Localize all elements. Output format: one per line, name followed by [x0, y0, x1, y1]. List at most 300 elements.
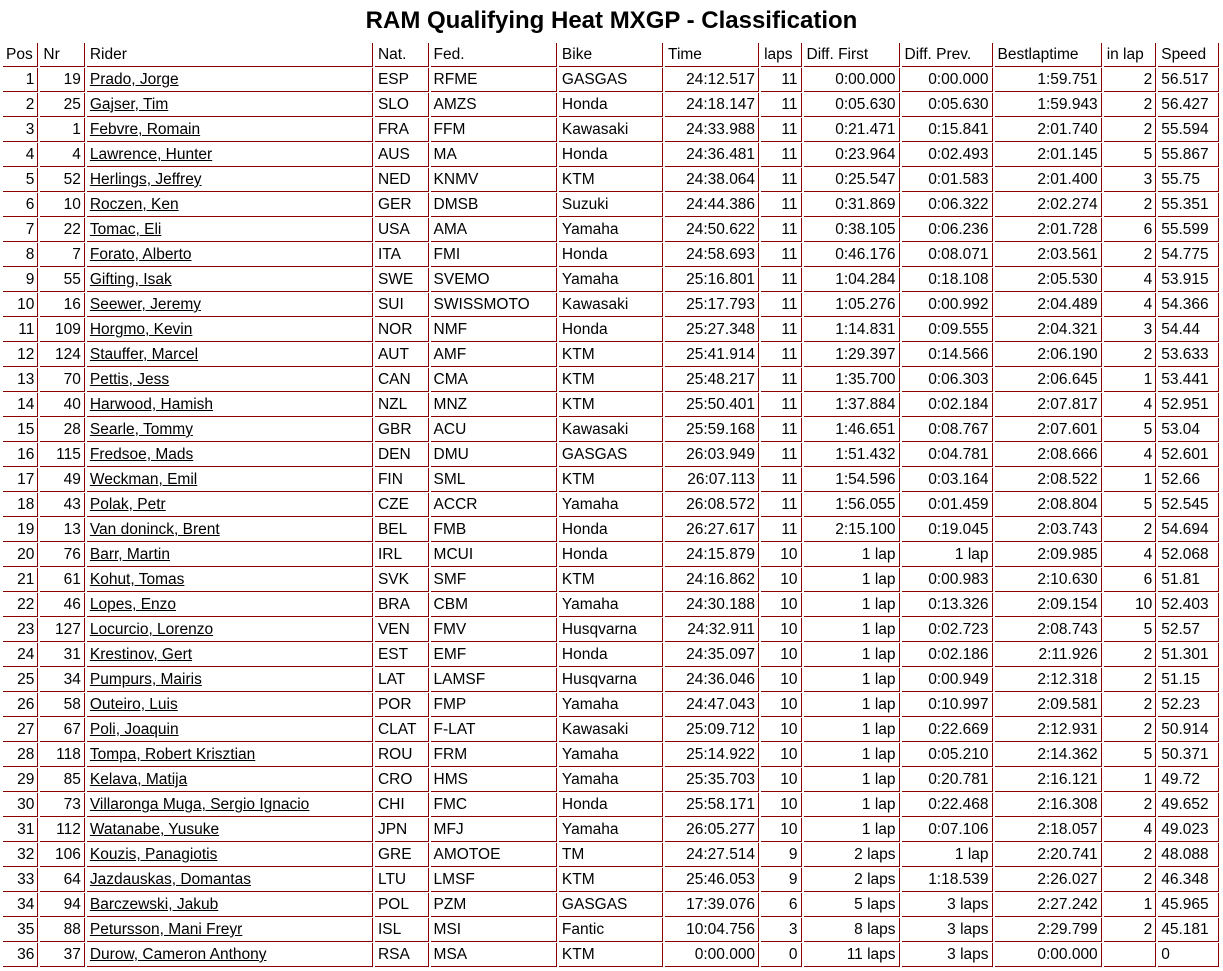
cell-diff-prev: 0:05.210 [902, 743, 993, 767]
cell-bestlaptime: 0:00.000 [995, 943, 1102, 967]
table-row [3, 568, 1219, 592]
cell-time: 26:03.949 [665, 443, 759, 467]
cell-rider [87, 118, 373, 142]
cell-diff-prev: 0:15.841 [902, 118, 993, 142]
cell-diff-first: 1 lap [804, 793, 900, 817]
cell-speed: 54.694 [1158, 518, 1219, 542]
table-row [3, 743, 1219, 767]
rider-link[interactable]: Van doninck, Brent [89, 521, 220, 538]
cell-fed: MFJ [431, 818, 557, 842]
cell-nr: 73 [40, 793, 84, 817]
cell-bestlaptime: 2:14.362 [995, 743, 1102, 767]
cell-bestlaptime: 2:10.630 [995, 568, 1102, 592]
cell-diff-prev: 0:04.781 [902, 443, 993, 467]
table-row [3, 718, 1219, 742]
cell-nat: AUT [375, 343, 429, 367]
cell-diff-first: 1 lap [804, 693, 900, 717]
column-header-nat: Nat. [375, 43, 429, 67]
rider-link[interactable]: Barr, Martin [89, 546, 170, 563]
cell-nr: 70 [40, 368, 84, 392]
column-header-bike: Bike [559, 43, 663, 67]
cell-laps: 11 [761, 293, 801, 317]
cell-diff-first: 0:05.630 [804, 93, 900, 117]
cell-speed: 54.775 [1158, 243, 1219, 267]
cell-rider [87, 493, 373, 517]
cell-bestlaptime: 2:08.804 [995, 493, 1102, 517]
cell-bestlaptime: 2:01.740 [995, 118, 1102, 142]
cell-speed: 50.914 [1158, 718, 1219, 742]
cell-diff-first: 1:05.276 [804, 293, 900, 317]
cell-bestlaptime: 2:12.318 [995, 668, 1102, 692]
cell-diff-prev: 0:06.303 [902, 368, 993, 392]
cell-laps: 10 [761, 743, 801, 767]
cell-bike: Honda [559, 243, 663, 267]
cell-diff-prev: 3 laps [902, 893, 993, 917]
table-header-row [3, 43, 1219, 67]
cell-pos: 32 [3, 843, 38, 867]
cell-nat: FIN [375, 468, 429, 492]
cell-nr: 10 [40, 193, 84, 217]
cell-rider [87, 443, 373, 467]
cell-bike: Kawasaki [559, 293, 663, 317]
cell-bike: Kawasaki [559, 418, 663, 442]
cell-diff-prev: 0:01.459 [902, 493, 993, 517]
table-row [3, 443, 1219, 467]
cell-fed: MA [431, 143, 557, 167]
rider-link[interactable]: Tomac, Eli [89, 221, 162, 238]
cell-time: 24:36.481 [665, 143, 759, 167]
cell-in-lap: 1 [1104, 468, 1157, 492]
cell-speed: 55.75 [1158, 168, 1219, 192]
cell-fed: MCUI [431, 543, 557, 567]
cell-nr: 28 [40, 418, 84, 442]
cell-nat: NED [375, 168, 429, 192]
cell-in-lap: 2 [1104, 868, 1157, 892]
cell-speed: 50.371 [1158, 743, 1219, 767]
rider-link[interactable]: Krestinov, Gert [89, 646, 193, 663]
rider-link[interactable]: Poli, Joaquin [89, 721, 179, 738]
cell-laps: 11 [761, 343, 801, 367]
cell-time: 25:58.171 [665, 793, 759, 817]
cell-bestlaptime: 2:11.926 [995, 643, 1102, 667]
cell-diff-prev: 3 laps [902, 918, 993, 942]
cell-rider [87, 243, 373, 267]
cell-in-lap: 2 [1104, 118, 1157, 142]
cell-diff-prev: 0:00.000 [902, 68, 993, 92]
cell-fed: FMC [431, 793, 557, 817]
cell-bestlaptime: 2:06.645 [995, 368, 1102, 392]
cell-speed: 56.517 [1158, 68, 1219, 92]
cell-fed: AMOTOE [431, 843, 557, 867]
cell-laps: 10 [761, 668, 801, 692]
cell-rider [87, 843, 373, 867]
cell-fed: LAMSF [431, 668, 557, 692]
cell-time: 24:27.514 [665, 843, 759, 867]
cell-diff-first: 5 laps [804, 893, 900, 917]
cell-nat: RSA [375, 943, 429, 967]
cell-rider [87, 393, 373, 417]
cell-laps: 0 [761, 943, 801, 967]
cell-speed: 49.652 [1158, 793, 1219, 817]
cell-nat: VEN [375, 618, 429, 642]
rider-link[interactable]: Petursson, Mani Freyr [89, 921, 243, 938]
cell-nat: USA [375, 218, 429, 242]
cell-nr: 46 [40, 593, 84, 617]
rider-link[interactable]: Tompa, Robert Krisztian [89, 746, 256, 763]
cell-nat: IRL [375, 543, 429, 567]
cell-nr: 22 [40, 218, 84, 242]
rider-link[interactable]: Gajser, Tim [89, 96, 169, 113]
cell-speed: 53.04 [1158, 418, 1219, 442]
cell-diff-prev: 0:00.992 [902, 293, 993, 317]
cell-diff-first: 2 laps [804, 868, 900, 892]
column-header-speed: Speed [1158, 43, 1219, 67]
cell-bike: Yamaha [559, 268, 663, 292]
cell-diff-prev: 0:00.949 [902, 668, 993, 692]
rider-link[interactable]: Kohut, Tomas [89, 571, 185, 588]
cell-fed: KNMV [431, 168, 557, 192]
cell-speed: 55.594 [1158, 118, 1219, 142]
cell-fed: FMP [431, 693, 557, 717]
rider-link[interactable]: Pettis, Jess [89, 371, 170, 388]
column-header-pos: Pos [3, 43, 38, 67]
cell-nat: EST [375, 643, 429, 667]
cell-pos: 22 [3, 593, 38, 617]
table-row [3, 593, 1219, 617]
cell-in-lap: 1 [1104, 893, 1157, 917]
cell-diff-first: 1:54.596 [804, 468, 900, 492]
rider-link[interactable]: Kouzis, Panagiotis [89, 846, 218, 863]
cell-in-lap: 2 [1104, 68, 1157, 92]
cell-in-lap: 2 [1104, 243, 1157, 267]
cell-fed: CMA [431, 368, 557, 392]
cell-pos: 9 [3, 268, 38, 292]
cell-laps: 11 [761, 193, 801, 217]
cell-in-lap: 3 [1104, 318, 1157, 342]
table-row [3, 918, 1219, 942]
table-row [3, 68, 1219, 92]
rider-link[interactable]: Gifting, Isak [89, 271, 172, 288]
cell-nat: CLAT [375, 718, 429, 742]
cell-pos: 5 [3, 168, 38, 192]
cell-nat: BEL [375, 518, 429, 542]
cell-nat: DEN [375, 443, 429, 467]
cell-in-lap: 2 [1104, 643, 1157, 667]
cell-fed: RFME [431, 68, 557, 92]
cell-pos: 33 [3, 868, 38, 892]
cell-in-lap: 6 [1104, 218, 1157, 242]
cell-diff-first: 11 laps [804, 943, 900, 967]
rider-link[interactable]: Seewer, Jeremy [89, 296, 201, 313]
cell-pos: 4 [3, 143, 38, 167]
cell-diff-first: 1 lap [804, 593, 900, 617]
cell-pos: 10 [3, 293, 38, 317]
rider-link[interactable]: Lopes, Enzo [89, 596, 177, 613]
cell-bestlaptime: 2:09.985 [995, 543, 1102, 567]
cell-in-lap: 5 [1104, 418, 1157, 442]
cell-pos: 36 [3, 943, 38, 967]
table-row [3, 668, 1219, 692]
cell-time: 24:12.517 [665, 68, 759, 92]
cell-bike: Husqvarna [559, 668, 663, 692]
cell-speed: 54.366 [1158, 293, 1219, 317]
cell-fed: FMI [431, 243, 557, 267]
cell-rider [87, 743, 373, 767]
cell-diff-first: 1:51.432 [804, 443, 900, 467]
cell-pos: 2 [3, 93, 38, 117]
cell-bike: Suzuki [559, 193, 663, 217]
cell-pos: 13 [3, 368, 38, 392]
table-row [3, 418, 1219, 442]
table-row [3, 93, 1219, 117]
cell-pos: 14 [3, 393, 38, 417]
cell-nat: ITA [375, 243, 429, 267]
rider-link[interactable]: Harwood, Hamish [89, 396, 214, 413]
cell-fed: CBM [431, 593, 557, 617]
cell-nr: 7 [40, 243, 84, 267]
cell-speed: 55.351 [1158, 193, 1219, 217]
cell-in-lap: 5 [1104, 618, 1157, 642]
cell-nat: SVK [375, 568, 429, 592]
cell-fed: ACU [431, 418, 557, 442]
rider-link[interactable]: Durow, Cameron Anthony [89, 946, 267, 963]
cell-rider [87, 543, 373, 567]
cell-laps: 11 [761, 393, 801, 417]
cell-nr: 16 [40, 293, 84, 317]
cell-speed: 53.633 [1158, 343, 1219, 367]
cell-nat: JPN [375, 818, 429, 842]
cell-time: 24:18.147 [665, 93, 759, 117]
cell-fed: PZM [431, 893, 557, 917]
rider-link[interactable]: Weckman, Emil [89, 471, 198, 488]
rider-link[interactable]: Horgmo, Kevin [89, 321, 193, 338]
cell-speed: 55.599 [1158, 218, 1219, 242]
cell-diff-prev: 0:06.322 [902, 193, 993, 217]
cell-nat: ESP [375, 68, 429, 92]
cell-laps: 10 [761, 718, 801, 742]
rider-link[interactable]: Searle, Tommy [89, 421, 193, 438]
cell-diff-prev: 0:08.071 [902, 243, 993, 267]
cell-time: 24:36.046 [665, 668, 759, 692]
cell-bestlaptime: 2:12.931 [995, 718, 1102, 742]
cell-speed: 54.44 [1158, 318, 1219, 342]
cell-diff-first: 0:00.000 [804, 68, 900, 92]
cell-pos: 11 [3, 318, 38, 342]
cell-pos: 28 [3, 743, 38, 767]
cell-fed: SML [431, 468, 557, 492]
cell-rider [87, 643, 373, 667]
table-row [3, 868, 1219, 892]
cell-nr: 76 [40, 543, 84, 567]
cell-speed: 46.348 [1158, 868, 1219, 892]
table-row [3, 893, 1219, 917]
cell-time: 24:15.879 [665, 543, 759, 567]
table-row [3, 768, 1219, 792]
cell-time: 25:27.348 [665, 318, 759, 342]
cell-diff-prev: 0:02.184 [902, 393, 993, 417]
cell-bestlaptime: 2:09.154 [995, 593, 1102, 617]
cell-fed: FRM [431, 743, 557, 767]
rider-link[interactable]: Prado, Jorge [89, 71, 179, 88]
cell-laps: 10 [761, 693, 801, 717]
cell-in-lap: 6 [1104, 568, 1157, 592]
cell-laps: 10 [761, 793, 801, 817]
cell-bike: Yamaha [559, 218, 663, 242]
cell-pos: 17 [3, 468, 38, 492]
cell-diff-first: 2:15.100 [804, 518, 900, 542]
table-row [3, 943, 1219, 967]
cell-bike: Yamaha [559, 818, 663, 842]
cell-laps: 10 [761, 643, 801, 667]
cell-laps: 11 [761, 493, 801, 517]
rider-link[interactable]: Pumpurs, Mairis [89, 671, 202, 688]
table-row [3, 118, 1219, 142]
cell-in-lap: 2 [1104, 918, 1157, 942]
cell-bestlaptime: 2:03.743 [995, 518, 1102, 542]
cell-diff-first: 0:21.471 [804, 118, 900, 142]
rider-link[interactable]: Barczewski, Jakub [89, 896, 219, 913]
cell-in-lap: 4 [1104, 818, 1157, 842]
cell-laps: 10 [761, 568, 801, 592]
cell-time: 25:14.922 [665, 743, 759, 767]
cell-rider [87, 368, 373, 392]
cell-diff-prev: 0:20.781 [902, 768, 993, 792]
cell-laps: 11 [761, 318, 801, 342]
table-row [3, 493, 1219, 517]
cell-fed: DMU [431, 443, 557, 467]
rider-link[interactable]: Outeiro, Luis [89, 696, 178, 713]
rider-link[interactable]: Kelava, Matija [89, 771, 188, 788]
cell-diff-prev: 0:01.583 [902, 168, 993, 192]
cell-diff-first: 1 lap [804, 768, 900, 792]
cell-diff-first: 1 lap [804, 543, 900, 567]
cell-time: 24:32.911 [665, 618, 759, 642]
cell-rider [87, 318, 373, 342]
cell-nat: NZL [375, 393, 429, 417]
cell-speed: 52.951 [1158, 393, 1219, 417]
cell-diff-prev: 0:22.669 [902, 718, 993, 742]
cell-diff-prev: 1 lap [902, 843, 993, 867]
cell-fed: ACCR [431, 493, 557, 517]
cell-diff-first: 0:46.176 [804, 243, 900, 267]
cell-pos: 27 [3, 718, 38, 742]
cell-time: 25:59.168 [665, 418, 759, 442]
cell-time: 26:27.617 [665, 518, 759, 542]
cell-laps: 11 [761, 218, 801, 242]
rider-link[interactable]: Watanabe, Yusuke [89, 821, 220, 838]
cell-nr: 25 [40, 93, 84, 117]
cell-speed: 51.15 [1158, 668, 1219, 692]
cell-speed: 55.867 [1158, 143, 1219, 167]
cell-in-lap: 4 [1104, 268, 1157, 292]
cell-speed: 45.181 [1158, 918, 1219, 942]
cell-rider [87, 93, 373, 117]
cell-rider [87, 618, 373, 642]
cell-nat: LTU [375, 868, 429, 892]
cell-diff-first: 1:14.831 [804, 318, 900, 342]
rider-link[interactable]: Fredsoe, Mads [89, 446, 194, 463]
cell-bestlaptime: 2:18.057 [995, 818, 1102, 842]
rider-link[interactable]: Lawrence, Hunter [89, 146, 213, 163]
cell-diff-prev: 1 lap [902, 543, 993, 567]
rider-link[interactable]: Febvre, Romain [89, 121, 201, 138]
cell-in-lap: 5 [1104, 493, 1157, 517]
rider-link[interactable]: Herlings, Jeffrey [89, 171, 202, 188]
cell-speed: 53.441 [1158, 368, 1219, 392]
cell-diff-prev: 0:13.326 [902, 593, 993, 617]
cell-time: 25:16.801 [665, 268, 759, 292]
cell-fed: NMF [431, 318, 557, 342]
cell-nat: ROU [375, 743, 429, 767]
cell-time: 24:47.043 [665, 693, 759, 717]
cell-nr: 37 [40, 943, 84, 967]
cell-speed: 56.427 [1158, 93, 1219, 117]
cell-laps: 9 [761, 843, 801, 867]
cell-nr: 43 [40, 493, 84, 517]
table-row [3, 518, 1219, 542]
cell-bike: KTM [559, 168, 663, 192]
cell-bike: Honda [559, 793, 663, 817]
cell-pos: 18 [3, 493, 38, 517]
table-row [3, 318, 1219, 342]
cell-nat: GBR [375, 418, 429, 442]
cell-speed: 48.088 [1158, 843, 1219, 867]
rider-link[interactable]: Roczen, Ken [89, 196, 179, 213]
cell-bestlaptime: 2:07.817 [995, 393, 1102, 417]
cell-time: 24:58.693 [665, 243, 759, 267]
rider-link[interactable]: Polak, Petr [89, 496, 166, 513]
cell-time: 25:17.793 [665, 293, 759, 317]
cell-fed: HMS [431, 768, 557, 792]
cell-diff-first: 1 lap [804, 643, 900, 667]
cell-bike: Honda [559, 143, 663, 167]
cell-pos: 29 [3, 768, 38, 792]
cell-laps: 3 [761, 918, 801, 942]
cell-speed: 52.57 [1158, 618, 1219, 642]
cell-bestlaptime: 2:08.666 [995, 443, 1102, 467]
cell-time: 24:50.622 [665, 218, 759, 242]
cell-speed: 49.023 [1158, 818, 1219, 842]
cell-diff-prev: 0:03.164 [902, 468, 993, 492]
cell-diff-first: 1:46.651 [804, 418, 900, 442]
cell-rider [87, 518, 373, 542]
cell-diff-prev: 0:14.566 [902, 343, 993, 367]
cell-rider [87, 793, 373, 817]
cell-diff-first: 1 lap [804, 618, 900, 642]
cell-bestlaptime: 2:08.522 [995, 468, 1102, 492]
cell-bestlaptime: 2:07.601 [995, 418, 1102, 442]
cell-diff-prev: 0:08.767 [902, 418, 993, 442]
rider-link[interactable]: Villaronga Muga, Sergio Ignacio [89, 796, 310, 813]
classification-table [1, 42, 1221, 968]
cell-rider [87, 218, 373, 242]
cell-diff-prev: 0:02.493 [902, 143, 993, 167]
cell-nat: GRE [375, 843, 429, 867]
cell-time: 24:35.097 [665, 643, 759, 667]
column-header-time: Time [665, 43, 759, 67]
cell-fed: SWISSMOTO [431, 293, 557, 317]
rider-link[interactable]: Locurcio, Lorenzo [89, 621, 214, 638]
rider-link[interactable]: Forato, Alberto [89, 246, 192, 263]
rider-link[interactable]: Stauffer, Marcel [89, 346, 199, 363]
cell-pos: 23 [3, 618, 38, 642]
cell-nat: SWE [375, 268, 429, 292]
table-row [3, 343, 1219, 367]
cell-laps: 11 [761, 268, 801, 292]
cell-in-lap: 2 [1104, 343, 1157, 367]
cell-rider [87, 718, 373, 742]
rider-link[interactable]: Jazdauskas, Domantas [89, 871, 251, 888]
